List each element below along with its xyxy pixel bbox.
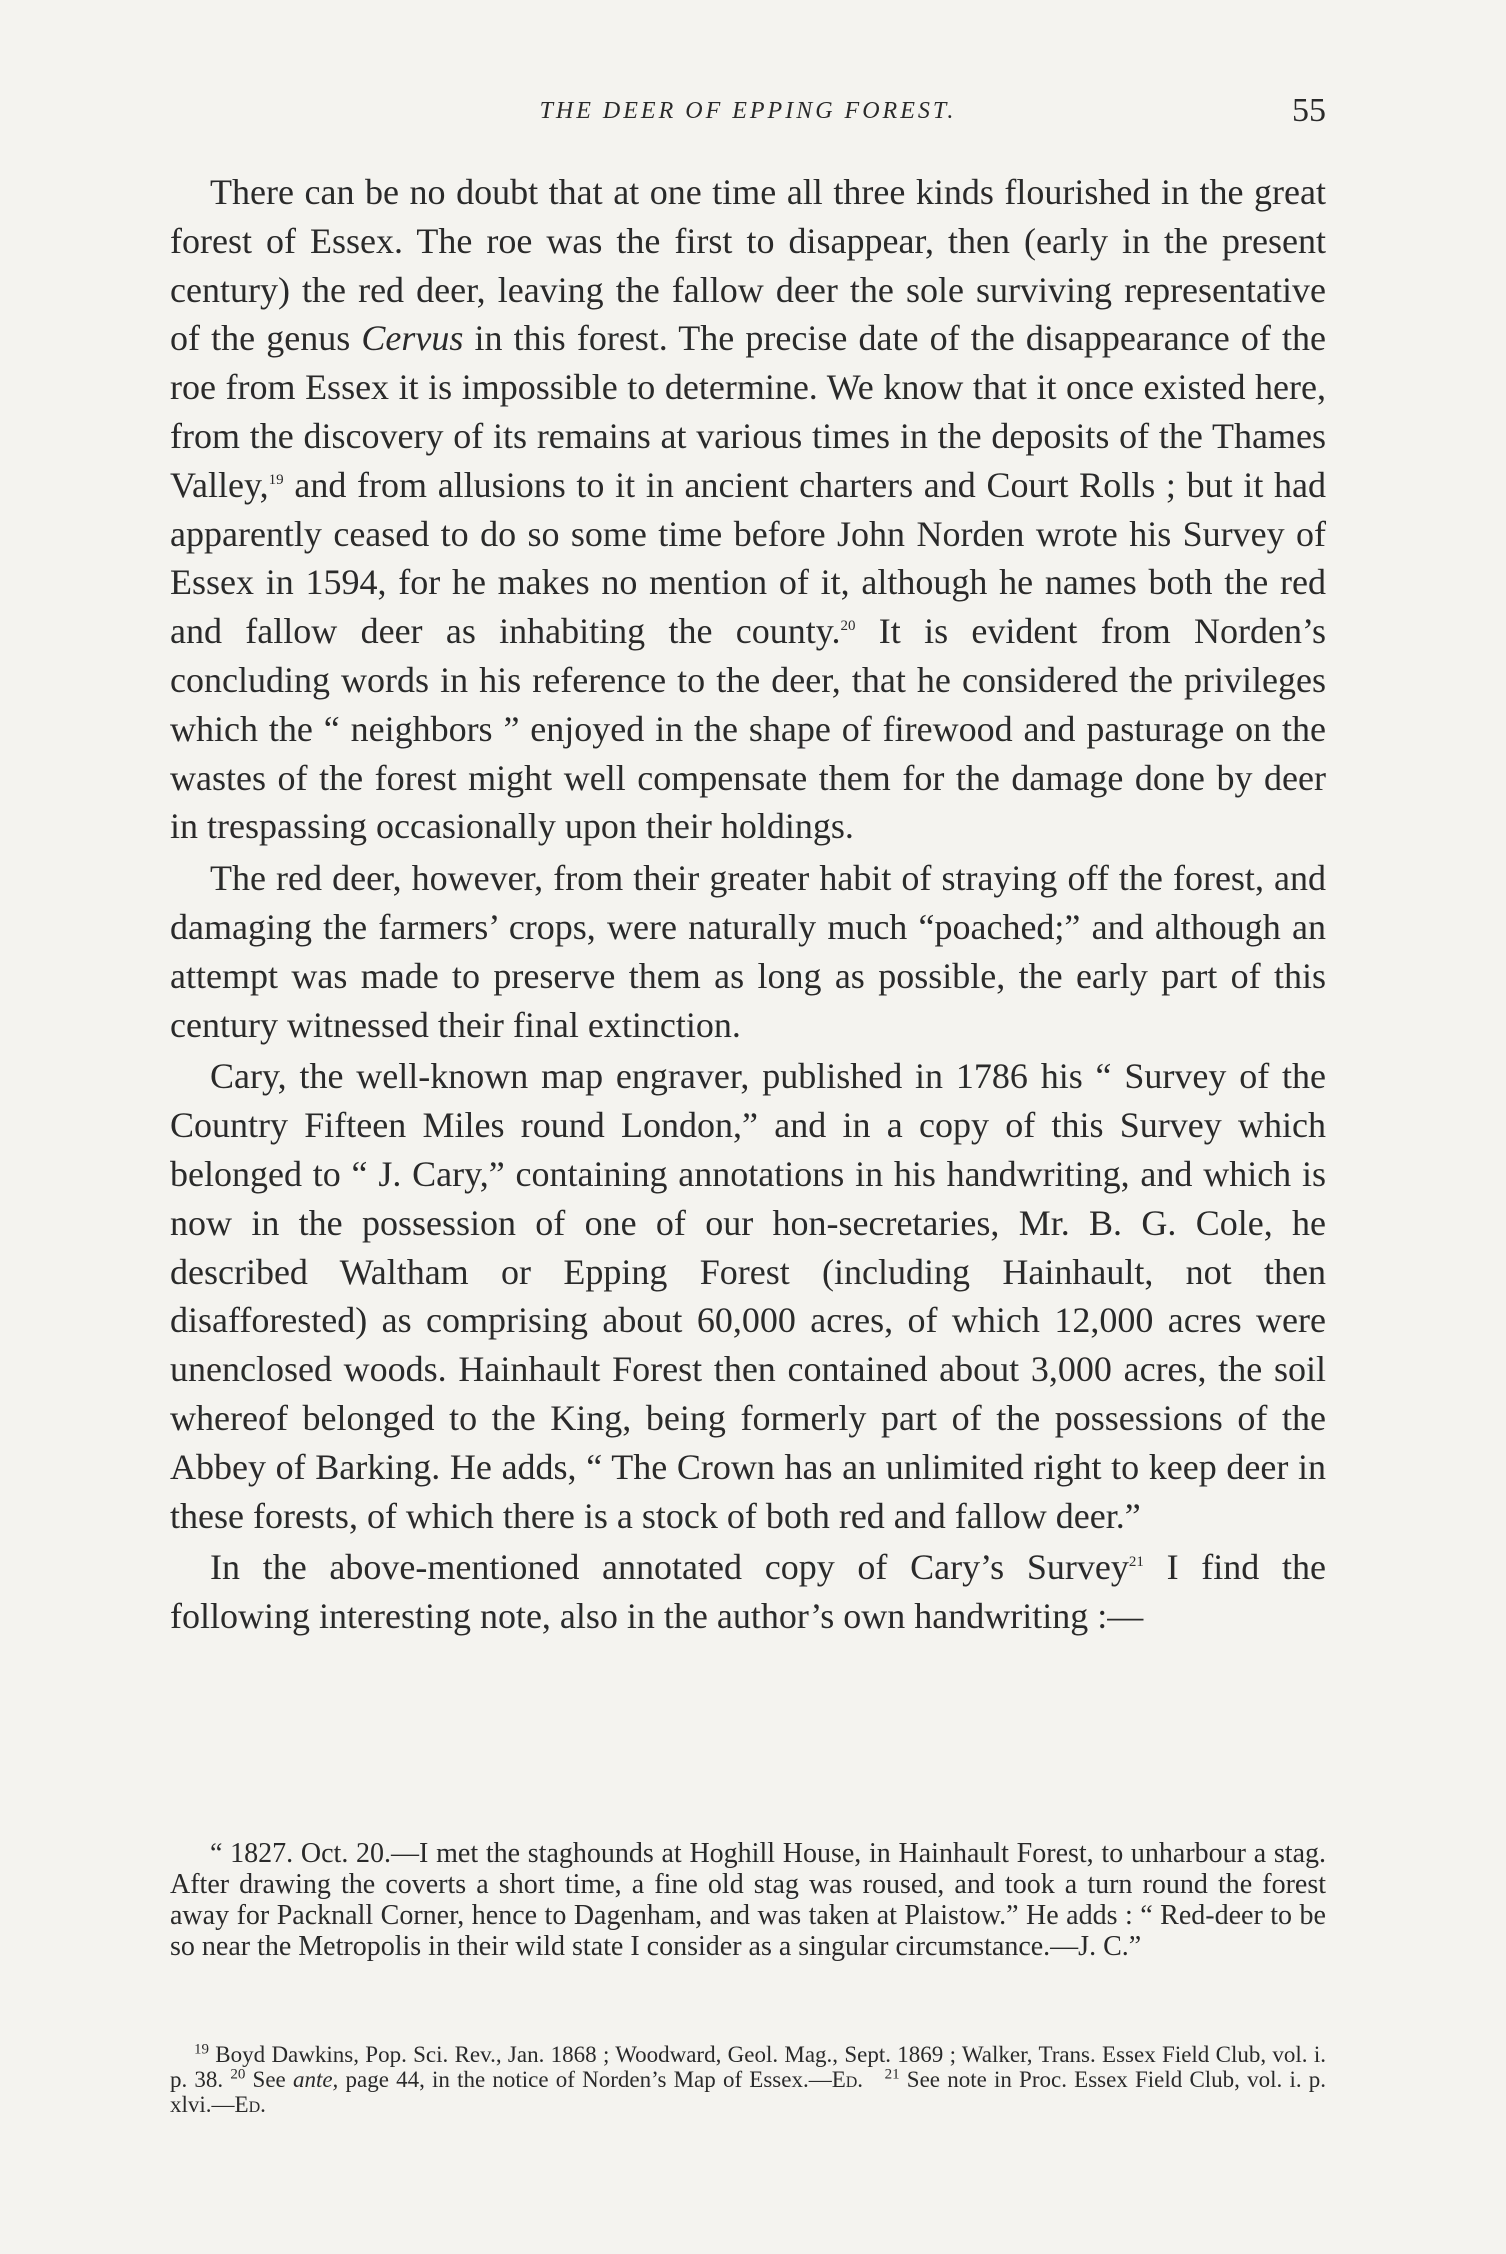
footnote-ref-20: 20 [840, 618, 856, 635]
paragraph-4-part-a: In the above-mentioned annotated copy of Cary’s Survey [210, 1547, 1129, 1588]
footnote-20-text-b: page 44, in the notice of Norden’s Map of Essex.— [338, 2067, 832, 2092]
footnotes [170, 2042, 1326, 2117]
paragraph-1-part-a: There can be no doubt that at one time all three kinds flourished in the great forest of Essex. The roe was the first to disappear, then (early in the present century) the red deer, leaving the fallow deer the sole surviving representative of the genus [170, 172, 1326, 359]
paragraph-3: Cary, the well-known map engraver, published in 1786 his “ Survey of the Country Fifteen Miles round London,” and in a copy of this Survey which belonged to “ J. Cary,” containing annotations in his handwriting, and which is now in the possession of one of our hon-secretaries, Mr. B. G. Cole, he described Waltham or Epping Forest (including Hainhault, not then disafforested) as comprising about 60,000 acres, of which 12,000 acres were unenclosed woods. Hainhault Forest then contained about 3,000 acres, the soil whereof belonged to the King, being formerly part of the possessions of the Abbey of Barking. He adds, “ The Crown has an unlimited right to keep deer in these forests, of which there is a stock of both red and fallow deer.” [170, 1056, 1326, 1536]
paragraph-1-part-b: in this forest. The precise date of the disappearance of the roe from Essex it is impossible to determine. We know that it once existed here, from the discovery of its remains at various times in the deposits of the Thames Valley, [170, 318, 1326, 505]
quoted-note: “ 1827. Oct. 20.—I met the staghounds at Hoghill House, in Hainhault Forest, to unharbour a stag. After drawing the coverts a short time, a fine old stag was roused, and took a turn round the forest away for Packnall Corner, hence to Dagenham, and was taken at Plaistow.” He adds : “ Red-deer to be so near the Metropolis in their wild state I consider as a singular circumstance.—J. C.” [170, 1838, 1326, 1962]
footnote-ref-19: 19 [268, 471, 284, 488]
page-header [170, 92, 1326, 152]
footnote-20-editor: Ed. [831, 2067, 864, 2092]
footnote-21-marker: 21 [884, 2066, 900, 2083]
running-title: THE DEER OF EPPING FOREST. [539, 98, 957, 124]
paragraph-1-part-d: It is evident from Norden’s concluding words in his reference to the deer, that he considered the privileges which the “ neighbors ” enjoyed in the shape of firewood and pasturage on the wastes of the forest might well compensate them for the damage done by deer in trespassing occasionally upon their holdings. [170, 611, 1326, 847]
paragraph-4-part-b: I find the following interesting note, also in the author’s own handwriting :— [170, 1547, 1326, 1637]
footnote-19-marker: 19 [194, 2041, 209, 2058]
footnote-21-text: See note in Proc. Essex Field Club, vol. i. p. xlvi.— [170, 2067, 1327, 2117]
page-number: 55 [1292, 92, 1326, 129]
footnote-20-marker: 20 [230, 2066, 246, 2083]
footnote-21-editor: Ed. [234, 2092, 266, 2117]
paragraph-4 [170, 1543, 1326, 1641]
footnote-19-text: Boyd Dawkins, Pop. Sci. Rev., Jan. 1868 ; Woodward, Geol. Mag., Sept. 1869 ; Walker, Trans. Essex Field Club, vol. i. p. 38. [170, 2042, 1326, 2092]
footnote-20-text-a: See [245, 2067, 293, 2092]
main-text [170, 168, 1326, 1641]
footnote-ref-21: 21 [1128, 1554, 1144, 1571]
paragraph-1 [170, 168, 1326, 851]
genus-name: Cervus [361, 318, 464, 359]
paragraph-2: The red deer, however, from their greater habit of straying off the forest, and damaging the farmers’ crops, were naturally much “poached;” and although an attempt was made to preserve them as long as possible, the early part of this century witnessed their final extinction. [170, 858, 1326, 1045]
paragraph-1-part-c: and from allusions to it in ancient charters and Court Rolls ; but it had apparently ceased to do so some time before John Norden wrote his Survey of Essex in 1594, for he makes no mention of it, although he names both the red and fallow deer as inhabiting the county. [170, 464, 1326, 652]
footnote-20-ante: ante, [292, 2067, 339, 2092]
